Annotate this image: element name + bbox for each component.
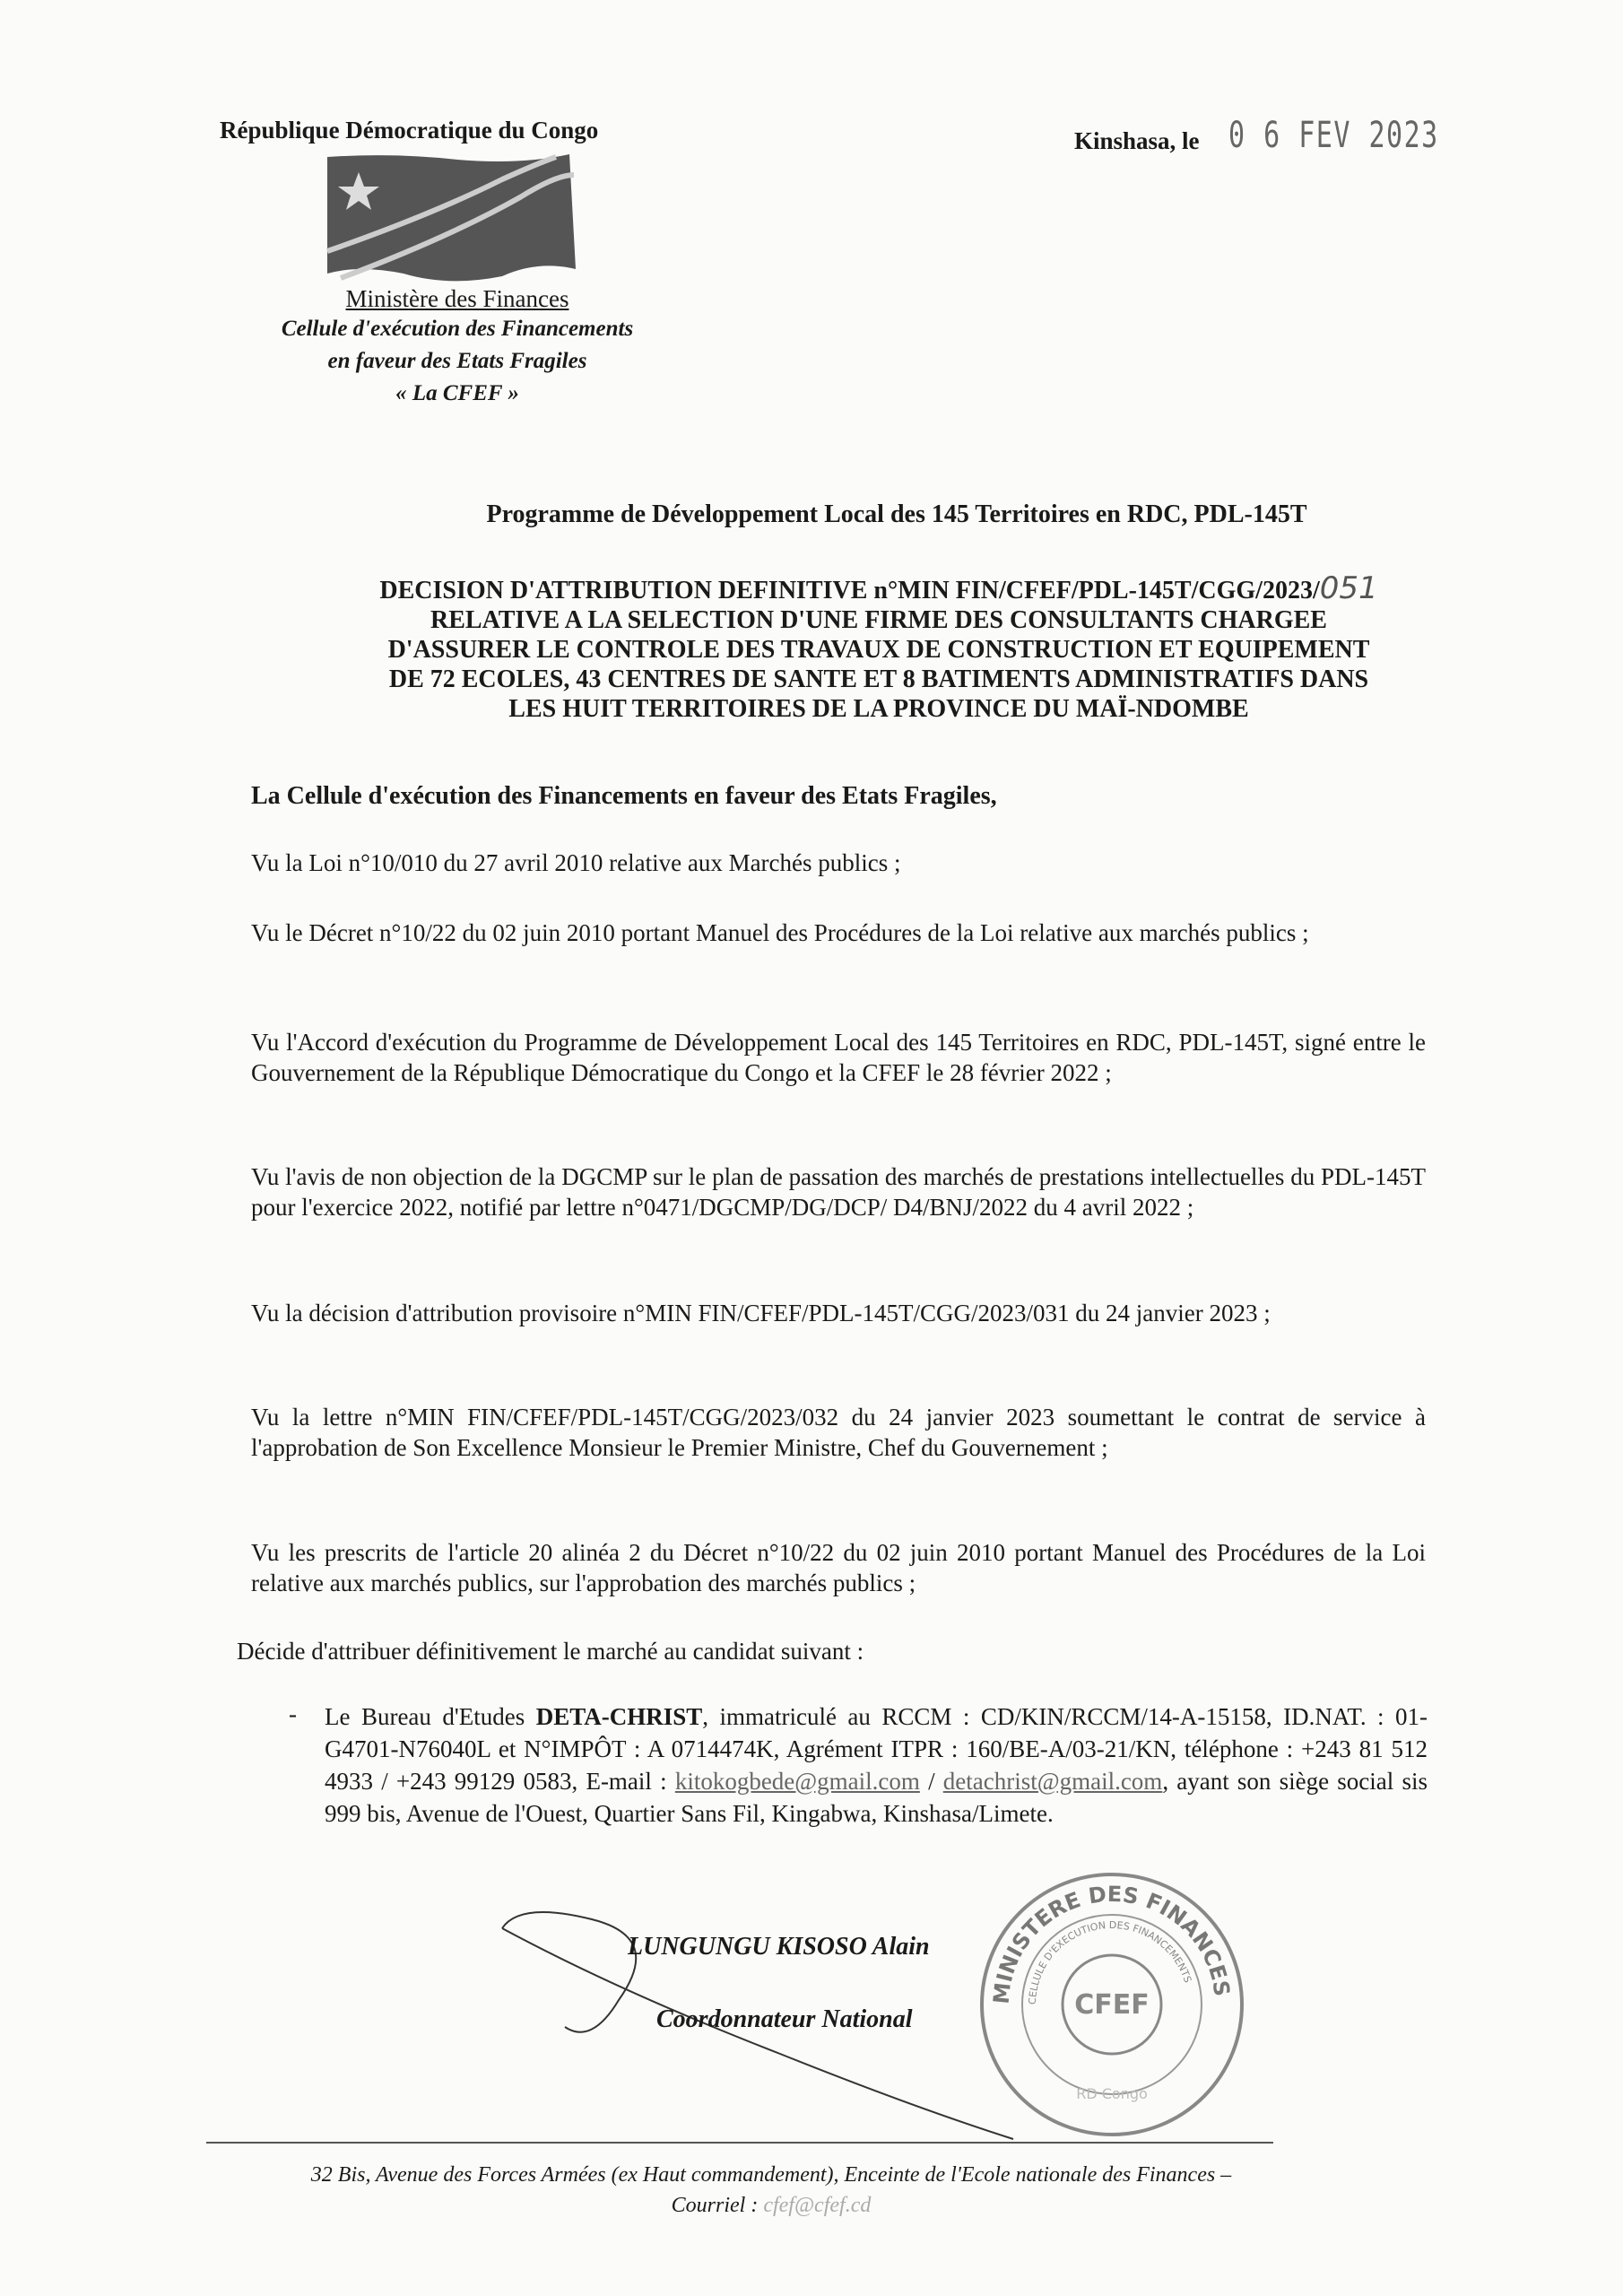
consideration: Vu la lettre n°MIN FIN/CFEF/PDL-145T/CGG/2023/032 du 24 janvier 2023 soumettant le contrat de service à l'approbation de Son Excellence Monsieur le Premier Ministre, Chef du Gouvernement ;: [251, 1404, 1426, 1461]
bullet-dash: -: [289, 1700, 297, 1727]
email-link[interactable]: kitokogbede@gmail.com: [674, 1768, 920, 1795]
unit-line: en faveur des Etats Fragiles: [327, 349, 587, 373]
awardee-prefix: Le Bureau d'Etudes: [325, 1703, 536, 1730]
programme-title: Programme de Développement Local des 145 Territoires en RDC, PDL-145T: [486, 500, 1307, 528]
signatory-name: LUNGUNGU KISOSO Alain: [628, 1933, 930, 1961]
unit-line: Cellule d'exécution des Financements: [281, 317, 634, 341]
date-place-label: Kinshasa, le: [1074, 127, 1200, 154]
date-stamp: 0 6 FEV 2023: [1228, 115, 1439, 156]
svg-text:MINISTERE DES FINANCES: MINISTERE DES FINANCES: [988, 1881, 1235, 2005]
footer: [179, 2160, 1363, 2221]
awardee-name: DETA-CHRIST: [535, 1703, 703, 1730]
consideration: Vu le Décret n°10/22 du 02 juin 2010 portant Manuel des Procédures de la Loi relative aux marchés publics ;: [251, 919, 1309, 946]
awardee-info: , immatriculé au RCCM : CD/KIN/RCCM/14-A-15158, ID.NAT. : 01-G4701-N76040L et N°IMPÔT : A 0714474K, Agrément ITPR : 160/BE-A/03-21/KN, téléphone : +243 81 512 4933 / +243 99129 0583, E-mail :: [325, 1703, 1428, 1795]
decide-statement: Décide d'attribuer définitivement le marché au candidat suivant :: [237, 1638, 864, 1665]
handwritten-number: 051: [1319, 570, 1378, 606]
footer-email[interactable]: cfef@cfef.cd: [763, 2194, 872, 2217]
footer-divider: [206, 2142, 1273, 2144]
footer-email-label: Courriel :: [671, 2194, 764, 2217]
signatory-title: Coordonnateur National: [656, 2005, 913, 2033]
decision-line: LES HUIT TERRITOIRES DE LA PROVINCE DU MAÏ-NDOMBE: [508, 695, 1249, 723]
consideration: Vu la Loi n°10/010 du 27 avril 2010 relative aux Marchés publics ;: [251, 849, 901, 876]
decision-line: RELATIVE A LA SELECTION D'UNE FIRME DES CONSULTANTS CHARGEE: [430, 606, 1327, 634]
consideration: Vu l'Accord d'exécution du Programme de Développement Local des 145 Territoires en RDC, PDL-145T, signé entre le Gouvernement de la République Démocratique du Congo et la CFEF le 28 février 2022 ;: [251, 1029, 1426, 1086]
email-link[interactable]: detachrist@gmail.com: [942, 1768, 1163, 1795]
drc-flag-logo: [323, 152, 578, 283]
svg-text:CELLULE D'EXECUTION DES FINANC: CELLULE D'EXECUTION DES FINANCEMENTS: [1026, 1918, 1194, 2005]
country-name: République Démocratique du Congo: [220, 117, 599, 144]
decision-line: DECISION D'ATTRIBUTION DEFINITIVE n°MIN FIN/CFEF/PDL-145T/CGG/2023/: [379, 577, 1320, 604]
separator: /: [919, 1768, 943, 1795]
awardee-address: , ayant son siège social sis 999 bis, Avenue de l'Ouest, Quartier Sans Fil, Kingabwa, Kinshasa/Limete.: [325, 1768, 1428, 1827]
awardee-details: [325, 1700, 1428, 1830]
decision-line: DE 72 ECOLES, 43 CENTRES DE SANTE ET 8 BATIMENTS ADMINISTRATIFS DANS: [388, 665, 1369, 693]
decision-line: D'ASSURER LE CONTROLE DES TRAVAUX DE CONSTRUCTION ET EQUIPEMENT: [387, 636, 1370, 664]
svg-text:RD Congo: RD Congo: [1076, 2085, 1148, 2102]
ministry-block: [242, 285, 673, 410]
intro: La Cellule d'exécution des Financements en faveur des Etats Fragiles,: [251, 782, 997, 810]
footer-address: 32 Bis, Avenue des Forces Armées (ex Haut commandement), Enceinte de l'Ecole nationale des Finances –: [310, 2163, 1232, 2187]
svg-text:CFEF: CFEF: [1074, 1989, 1150, 2021]
consideration: Vu la décision d'attribution provisoire n°MIN FIN/CFEF/PDL-145T/CGG/2023/031 du 24 janvier 2023 ;: [251, 1300, 1271, 1326]
decision-heading: [251, 570, 1506, 724]
unit-line: « La CFEF »: [395, 381, 519, 405]
consideration: Vu les prescrits de l'article 20 alinéa 2 du Décret n°10/22 du 02 juin 2010 portant Manuel des Procédures de la Loi relative aux marchés publics, sur l'approbation des marchés publics ;: [251, 1539, 1426, 1596]
ministry-name: Ministère des Finances: [345, 285, 569, 312]
consideration: Vu l'avis de non objection de la DGCMP sur le plan de passation des marchés de prestations intellectuelles du PDL-145T pour l'exercice 2022, notifié par lettre n°0471/DGCMP/DG/DCP/ D4/BNJ/2022 du 4 avril 2022 ;: [251, 1163, 1426, 1221]
